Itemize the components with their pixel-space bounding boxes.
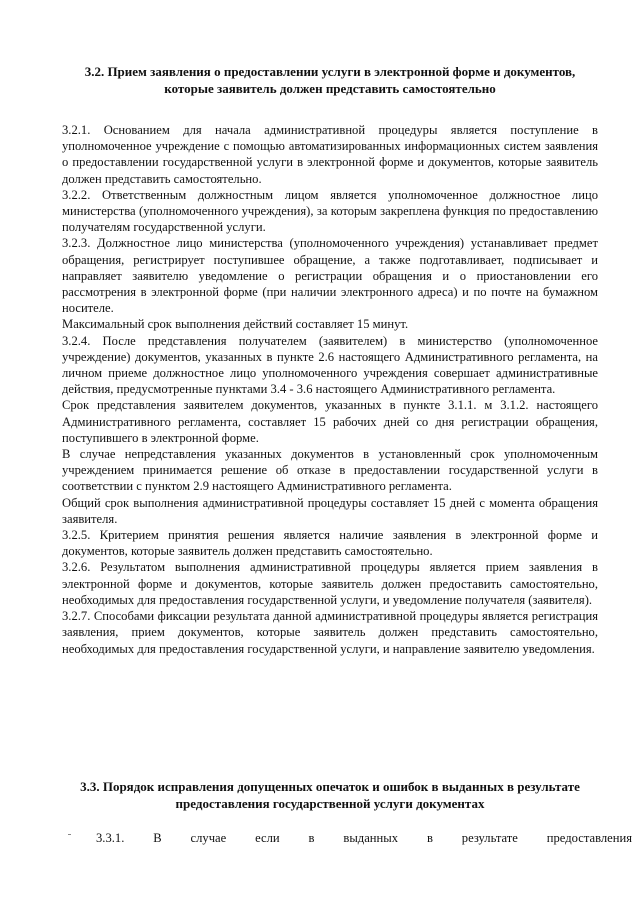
- section-heading-3-3: 3.3. Порядок исправления допущенных опечаток и ошибок в выданных в результате предоставления государственной услуги документах: [80, 779, 580, 811]
- paragraph-refusal: В случае непредставления указанных документов в установленный срок уполномоченным учреждением принимается решение об отказе в предоставлении государственной услуги в соответствии с пунктом 2.9 настоящего Административного регламента.: [62, 447, 598, 494]
- paragraph-submission-deadline: Срок представления заявителем документов, указанных в пункте 3.1.1. м 3.1.2. настоящего Административного регламента, составляет 15 рабочих дней со дня регистрации обращения, поступившего в электронной форме.: [62, 398, 598, 445]
- paragraph-3-2-2: 3.2.2. Ответственным должностным лицом является уполномоченное должностное лицо министерства (уполномоченного учреждения), за которым закреплена функция по предоставлению получателям государственной услуги.: [62, 187, 598, 235]
- paragraph-3-2-1: 3.2.1. Основанием для начала административной процедуры является поступление в уполномоченное учреждение с помощью автоматизированных информационных систем заявления о предоставлении государственной услуги в электронной форме и документов, которые заявитель должен представить самостоятельно.: [62, 123, 598, 186]
- section-body-3-2: [62, 122, 598, 657]
- section-heading-3-2: 3.2. Прием заявления о предоставлении услуги в электронной форме и документов, которые заявитель должен представить самостоятельно: [84, 64, 576, 96]
- paragraph-3-2-5: 3.2.5. Критерием принятия решения является наличие заявления в электронной форме и документов, которые заявитель должен представить самостоятельно.: [62, 528, 598, 559]
- paragraph-3-2-3: 3.2.3. Должностное лицо министерства (уполномоченного учреждения) устанавливает предмет обращения, регистрирует поступившее обращение, а также подготавливает, подписывает и направляет заявителю уведомление о регистрации обращения и о приостановлении его рассмотрения в электронной форме (при наличии электронного адреса) и по почте на бумажном носителе.: [62, 236, 598, 316]
- paragraph-3-2-7: 3.2.7. Способами фиксации результата данной административной процедуры является регистрация заявления, прием документов, которые заявитель должен представить самостоятельно, необходимых для предоставления государственной услуги, и направление заявителю уведомления.: [62, 609, 598, 656]
- paragraph-3-3-1-start: 3.3.1. В случае если в выданных в результате предоставления: [96, 831, 632, 845]
- paragraph-3-2-4: 3.2.4. После представления получателем (заявителем) в министерство (уполномоченное учреждение) документов, указанных в пункте 2.6 настоящего Административного регламента, на личном приеме должностное лицо уполномоченного учреждения совершает административные действия, предусмотренные пунктами 3.4 - 3.6 настоящего Административного регламента.: [62, 333, 598, 397]
- paragraph-max-time: Максимальный срок выполнения действий составляет 15 минут.: [62, 317, 409, 332]
- paragraph-total-time: Общий срок выполнения административной процедуры составляет 15 дней с момента обращения заявителя.: [62, 495, 598, 526]
- paragraph-3-2-6: 3.2.6. Результатом выполнения административной процедуры является прием заявления в электронной форме и документов, которые заявитель должен предоставить самостоятельно, необходимых для предоставления государственной услуги, и уведомление получателя (заявителя).: [62, 560, 598, 607]
